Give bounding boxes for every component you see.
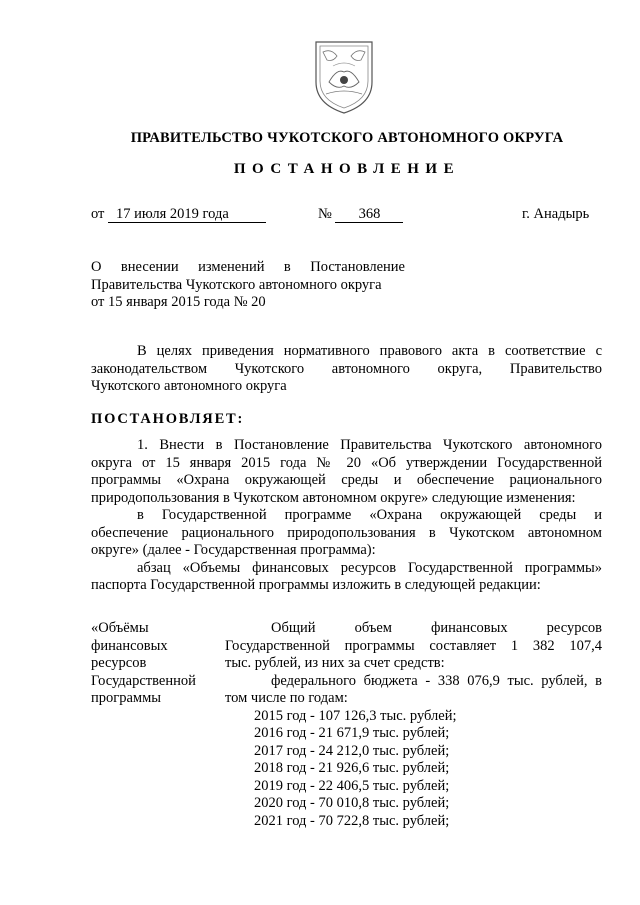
year-amount-line: 2019 год - 22 406,5 тыс. рублей; bbox=[254, 777, 450, 794]
year-amount-line: 2016 год - 21 671,9 тыс. рублей; bbox=[254, 725, 450, 741]
date-field bbox=[91, 206, 266, 224]
body-text bbox=[91, 437, 602, 595]
coat-of-arms-emblem-icon bbox=[311, 38, 377, 116]
body-line: в Государственной программе «Охрана окружающей среды и bbox=[137, 507, 602, 523]
body-line: программы «Охрана окружающей среды и обеспечение рационального bbox=[91, 472, 602, 488]
table-label-line: «Объёмы bbox=[91, 620, 149, 636]
date-prefix: от bbox=[91, 206, 105, 222]
year-amount-line: 2018 год - 21 926,6 тыс. рублей; bbox=[254, 760, 450, 776]
body-line: 1. Внести в Постановление Правительства Чукотского автономного bbox=[137, 437, 602, 453]
number-field bbox=[318, 206, 403, 224]
number-prefix: № bbox=[318, 206, 332, 222]
subject-line: Правительства Чукотского автономного округа bbox=[91, 276, 382, 293]
year-amount-line: 2020 год - 70 010,8 тыс. рублей; bbox=[254, 795, 450, 811]
body-line: абзац «Объемы финансовых ресурсов Государственной программы» bbox=[137, 559, 602, 576]
year-amount-line: 2017 год - 24 212,0 тыс. рублей; bbox=[254, 742, 450, 759]
table-label-line: ресурсов bbox=[91, 655, 147, 671]
body-line: округа от 15 января 2015 года № 20 «Об утверждении Государственной bbox=[91, 454, 602, 471]
table-value-line: Общий объем финансовых ресурсов bbox=[271, 620, 602, 636]
table-label-line: программы bbox=[91, 690, 161, 706]
government-name-heading: ПРАВИТЕЛЬСТВО ЧУКОТСКОГО АВТОНОМНОГО ОКРУГА bbox=[130, 130, 564, 146]
body-line: природопользования в Чукотском автономном округе» следующие изменения: bbox=[91, 489, 576, 506]
body-line: обеспечение рационального природопользования в Чукотском автономном bbox=[91, 524, 602, 541]
passport-table-value-cell bbox=[225, 620, 602, 830]
table-value-line: федерального бюджета - 338 076,9 тыс. рублей, в bbox=[271, 672, 602, 689]
passport-table-label-cell bbox=[91, 620, 221, 708]
document-date: 17 июля 2019 года bbox=[108, 207, 266, 223]
document-number: 368 bbox=[335, 207, 403, 223]
table-value-line: тыс. рублей, из них за счет средств: bbox=[225, 655, 445, 671]
document-type-heading: ПОСТАНОВЛЕНИЕ bbox=[233, 161, 461, 177]
table-label-line: Государственной bbox=[91, 672, 196, 689]
year-amount-line: 2015 год - 107 126,3 тыс. рублей; bbox=[254, 707, 457, 724]
table-value-line: том числе по годам: bbox=[225, 690, 348, 706]
year-amount-line: 2021 год - 70 722,8 тыс. рублей; bbox=[254, 812, 450, 829]
body-line: паспорта Государственной программы изложить в следующей редакции: bbox=[91, 577, 541, 593]
city-label: г. Анадырь bbox=[522, 206, 590, 222]
table-label-line: финансовых bbox=[91, 637, 168, 654]
table-value-line: Государственной программы составляет 1 382 107,4 bbox=[225, 637, 602, 654]
preamble-line: Чукотского автономного округа bbox=[91, 378, 287, 394]
subject-line: О внесении изменений в Постановление bbox=[91, 259, 405, 275]
body-line: округе» (далее - Государственная программа): bbox=[91, 542, 376, 558]
document-subject bbox=[91, 259, 405, 312]
decree-word: ПОСТАНОВЛЯЕТ: bbox=[91, 411, 245, 427]
preamble-line: В целях приведения нормативного правового акта в соответствие с bbox=[137, 343, 602, 359]
preamble-paragraph bbox=[91, 343, 602, 396]
preamble-line: законодательством Чукотского автономного округа, Правительство bbox=[91, 360, 602, 377]
subject-line: от 15 января 2015 года № 20 bbox=[91, 294, 266, 310]
